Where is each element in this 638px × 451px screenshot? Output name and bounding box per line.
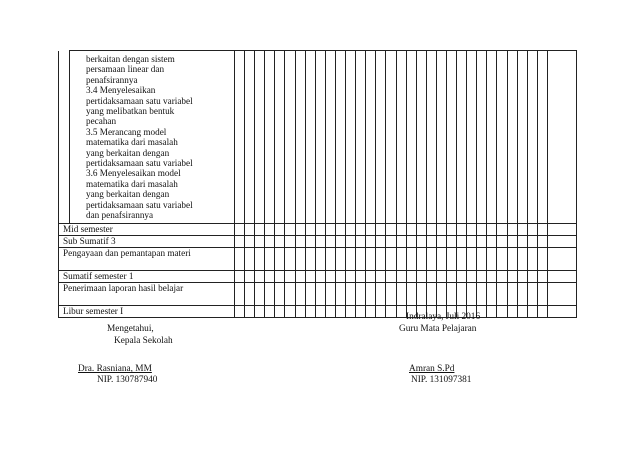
week-cell [467,51,477,224]
week-cell [396,248,406,271]
week-cell [527,283,537,306]
week-cell [467,224,477,236]
week-cell [537,236,547,248]
week-cell [376,248,386,271]
left-signatory-title: Mengetahui, [107,324,154,334]
week-cell [255,224,265,236]
table-row [59,271,577,283]
week-cell [285,306,295,318]
week-cell [467,248,477,271]
week-cell [547,306,576,318]
week-cell [235,51,245,224]
week-cell [396,271,406,283]
week-cell [346,271,356,283]
week-cell [497,306,507,318]
week-cell [537,224,547,236]
week-cell [537,51,547,224]
topic-line: yang berkaitan dengan [86,147,170,158]
topic-line: berkaitan dengan sistem [86,54,175,64]
week-cell [305,224,315,236]
week-cell [366,236,376,248]
week-cell [366,224,376,236]
table-row [59,306,577,318]
week-cell [335,224,345,236]
week-cell [285,283,295,306]
week-cell [265,283,275,306]
week-cell [457,224,467,236]
activity-cell [59,248,235,271]
topic-line: pecahan [86,116,117,127]
topic-line: 3.4 Menyelesaikan [86,85,156,96]
week-cell [285,248,295,271]
week-cell [507,283,517,306]
number-cell [59,51,70,224]
week-cell [436,51,446,224]
week-cell [406,271,416,283]
activity-label: Sumatif semester 1 [63,271,134,281]
activity-label: Sub Sumatif 3 [63,236,116,246]
week-cell [275,306,285,318]
week-cell [235,271,245,283]
week-cell [235,306,245,318]
week-cell [446,271,456,283]
activity-label: Libur semester I [63,306,124,316]
week-cell [366,283,376,306]
activity-label: Mid semester [63,224,113,234]
right-signatory-nip: NIP. 131097381 [411,375,472,385]
week-cell [356,306,366,318]
week-cell [416,236,426,248]
week-cell [356,224,366,236]
week-cell [285,224,295,236]
topic-line: yang berkaitan dengan [86,189,170,200]
week-cell [235,283,245,306]
week-cell [335,271,345,283]
week-cell [285,271,295,283]
week-cell [507,224,517,236]
week-cell [376,283,386,306]
topic-line: pertidaksamaan satu variabel [86,199,193,210]
week-cell [416,271,426,283]
week-cell [245,271,255,283]
week-cell [507,51,517,224]
week-cell [547,224,576,236]
week-cell [547,51,576,224]
week-cell [235,248,245,271]
table-row [59,51,577,224]
week-cell [477,248,487,271]
week-cell [245,306,255,318]
week-cell [325,224,335,236]
left-signatory-name: Dra. Rasniana, MM [78,364,152,374]
week-cell [527,306,537,318]
activity-cell [59,283,235,306]
week-cell [356,236,366,248]
week-cell [406,283,416,306]
activity-label: Penerimaan laporan hasil belajar [63,283,184,293]
week-cell [396,224,406,236]
week-cell [275,224,285,236]
week-cell [265,51,275,224]
week-cell [396,283,406,306]
week-cell [305,283,315,306]
week-cell [346,51,356,224]
week-cell [477,271,487,283]
topic-line: dan penafsirannya [86,210,154,221]
week-cell [547,283,576,306]
week-cell [537,248,547,271]
week-cell [325,283,335,306]
week-cell [426,224,436,236]
week-cell [446,51,456,224]
week-cell [517,248,527,271]
week-cell [315,306,325,318]
week-cell [517,51,527,224]
week-cell [335,51,345,224]
week-cell [527,51,537,224]
week-cell [386,236,396,248]
table-row [59,248,577,271]
week-cell [537,306,547,318]
week-cell [335,236,345,248]
week-cell [547,248,576,271]
week-cell [275,51,285,224]
topic-line: matematika dari masalah [86,137,178,148]
week-cell [305,306,315,318]
week-cell [386,283,396,306]
table-row [59,283,577,306]
week-cell [325,306,335,318]
week-cell [406,51,416,224]
week-cell [436,283,446,306]
topic-line: penafsirannya [86,74,138,85]
table-row [59,236,577,248]
week-cell [265,224,275,236]
right-signatory-title: Guru Mata Pelajaran [399,324,477,334]
week-cell [346,283,356,306]
week-cell [366,271,376,283]
week-cell [527,236,537,248]
week-cell [436,236,446,248]
topic-line: 3.6 Menyelesaikan model [86,168,181,179]
week-cell [275,283,285,306]
week-cell [245,51,255,224]
week-cell [285,51,295,224]
week-cell [265,236,275,248]
week-cell [335,248,345,271]
schedule-table [58,50,577,318]
week-cell [477,51,487,224]
week-cell [295,248,305,271]
week-cell [497,283,507,306]
week-cell [386,51,396,224]
week-cell [366,306,376,318]
week-cell [527,248,537,271]
week-cell [305,271,315,283]
week-cell [305,236,315,248]
week-cell [305,248,315,271]
week-cell [346,248,356,271]
activity-label: Pengayaan dan pemantapan materi [63,248,191,258]
week-cell [457,248,467,271]
week-cell [426,51,436,224]
week-cell [487,51,497,224]
week-cell [315,271,325,283]
week-cell [406,236,416,248]
week-cell [547,236,576,248]
week-cell [376,224,386,236]
week-cell [315,51,325,224]
week-cell [507,271,517,283]
week-cell [346,236,356,248]
week-cell [457,51,467,224]
week-cell [527,271,537,283]
week-cell [386,306,396,318]
week-cell [295,51,305,224]
week-cell [517,271,527,283]
week-cell [255,283,265,306]
week-cell [275,236,285,248]
week-cell [255,306,265,318]
week-cell [265,306,275,318]
topic-line: yang melibatkan bentuk [86,106,175,117]
week-cell [265,271,275,283]
week-cell [426,283,436,306]
week-cell [507,236,517,248]
week-cell [376,236,386,248]
week-cell [356,283,366,306]
week-cell [255,236,265,248]
week-cell [426,236,436,248]
week-cell [457,271,467,283]
week-cell [315,236,325,248]
week-cell [325,271,335,283]
week-cell [517,306,527,318]
week-cell [295,236,305,248]
week-cell [255,51,265,224]
week-cell [245,236,255,248]
week-cell [275,248,285,271]
week-cell [376,306,386,318]
week-cell [335,306,345,318]
left-signatory-nip: NIP. 130787940 [97,375,158,385]
week-cell [487,271,497,283]
week-cell [497,224,507,236]
week-cell [426,248,436,271]
week-cell [517,283,527,306]
week-cell [396,236,406,248]
week-cell [446,236,456,248]
week-cell [497,51,507,224]
activity-cell [59,224,235,236]
week-cell [315,224,325,236]
week-cell [477,236,487,248]
week-cell [245,283,255,306]
topic-line: 3.5 Merancang model [86,126,167,137]
week-cell [487,236,497,248]
week-cell [436,224,446,236]
week-cell [235,236,245,248]
week-cell [245,248,255,271]
week-cell [517,224,527,236]
week-cell [517,236,527,248]
week-cell [376,51,386,224]
week-cell [295,224,305,236]
week-cell [255,271,265,283]
week-cell [507,248,517,271]
week-cell [265,248,275,271]
week-cell [325,236,335,248]
activity-cell [59,236,235,248]
week-cell [315,283,325,306]
week-cell [487,248,497,271]
week-cell [446,224,456,236]
week-cell [416,248,426,271]
week-cell [386,248,396,271]
week-cell [406,224,416,236]
week-cell [446,248,456,271]
week-cell [467,271,477,283]
week-cell [295,306,305,318]
week-cell [335,283,345,306]
week-cell [235,224,245,236]
week-cell [457,236,467,248]
week-cell [396,306,406,318]
week-cell [356,248,366,271]
week-cell [487,224,497,236]
week-cell [285,236,295,248]
topic-line: matematika dari masalah [86,178,178,189]
week-cell [325,51,335,224]
week-cell [467,283,477,306]
topic-line: pertidaksamaan satu variabel [86,95,193,106]
table-row [59,224,577,236]
week-cell [275,271,285,283]
topic-line: pertidaksamaan satu variabel [86,158,193,169]
week-cell [537,271,547,283]
week-cell [547,271,576,283]
week-cell [366,248,376,271]
week-cell [346,306,356,318]
week-cell [346,224,356,236]
week-cell [416,224,426,236]
week-cell [245,224,255,236]
activity-cell [59,306,235,318]
week-cell [396,51,406,224]
week-cell [467,236,477,248]
week-cell [376,271,386,283]
week-cell [416,51,426,224]
week-cell [416,283,426,306]
week-cell [406,248,416,271]
week-cell [487,283,497,306]
week-cell [255,248,265,271]
topic-line: persamaan linear dan [86,64,165,75]
week-cell [457,283,467,306]
left-signatory-role: Kepala Sekolah [114,336,173,346]
week-cell [356,271,366,283]
right-signatory-name: Amran S.Pd [409,364,455,374]
week-cell [436,248,446,271]
week-cell [426,271,436,283]
week-cell [386,224,396,236]
week-cell [315,248,325,271]
week-cell [295,271,305,283]
place-date: Indralaya, Juli 2016 [406,312,481,322]
week-cell [305,51,315,224]
topic-cell [70,51,235,224]
week-cell [487,306,497,318]
week-cell [356,51,366,224]
week-cell [477,283,487,306]
week-cell [537,283,547,306]
week-cell [497,271,507,283]
week-cell [477,224,487,236]
week-cell [507,306,517,318]
week-cell [295,283,305,306]
week-cell [497,236,507,248]
week-cell [325,248,335,271]
week-cell [386,271,396,283]
week-cell [436,271,446,283]
week-cell [497,248,507,271]
week-cell [527,224,537,236]
week-cell [366,51,376,224]
week-cell [446,283,456,306]
activity-cell [59,271,235,283]
